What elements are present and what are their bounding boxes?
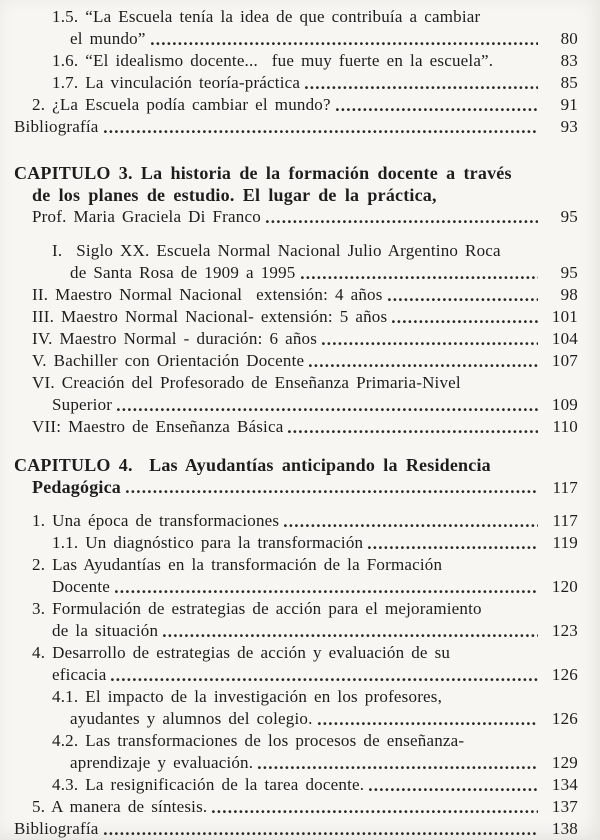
page-number: 104 [551,329,578,348]
entry-text: III. Maestro Normal Nacional- extensión: 5 años [32,307,388,326]
toc [14,6,578,840]
page-number: 110 [552,417,578,436]
entry-text: 2. Las Ayudantías en la transformación de la Formación [32,555,443,574]
toc-entry [14,116,578,138]
entry-text: 1.6. “El idealismo docente... fue muy fuerte en la escuela”. [52,51,494,70]
page-number: 95 [560,263,578,282]
dot-leader [117,408,538,412]
page-number: 117 [552,511,578,530]
toc-entry [52,686,578,708]
toc-entry [32,306,578,328]
toc-entry [14,454,578,476]
entry-text: 1.7. La vinculación teoría-práctica [52,73,301,92]
entry-text: II. Maestro Normal Nacional extensión: 4 años [32,285,383,304]
toc-entry [32,510,578,532]
dot-leader [151,42,538,46]
toc-entry [70,752,578,774]
toc-entry [32,206,578,228]
dot-leader [336,108,538,112]
toc-entry [52,730,578,752]
page-number: 91 [560,95,578,114]
toc-entry [32,416,578,438]
toc-entry [14,818,578,840]
page-number: 83 [560,51,578,70]
dot-leader [111,678,538,682]
dot-leader [104,832,538,836]
page-number: 129 [551,753,578,772]
chapter-heading-text: CAPITULO 4. Las Ayudantías anticipando la Residencia [14,455,491,475]
page-number: 109 [551,395,578,414]
entry-text: de Santa Rosa de 1909 a 1995 [70,263,296,282]
toc-entry [32,554,578,576]
page-number: 107 [551,351,578,370]
dot-leader [258,766,538,770]
entry-text: 4.3. La resignificación de la tarea docente. [52,775,365,794]
dot-leader [318,722,538,726]
toc-entry [32,94,578,116]
toc-entry [32,350,578,372]
chapter-heading-text: CAPITULO 3. La historia de la formación docente a través [14,163,512,183]
toc-entry [52,576,578,598]
dot-leader [388,298,538,302]
section-chapter4-heading [14,454,578,498]
entry-text: VII: Maestro de Enseñanza Básica [32,417,284,436]
toc-entry [14,162,578,184]
toc-entry [70,28,578,50]
entry-text: IV. Maestro Normal - duración: 6 años [32,329,318,348]
dot-leader [104,130,538,134]
toc-entry [52,50,578,72]
dot-leader [115,590,538,594]
page-number: 80 [560,29,578,48]
page-number: 119 [552,533,578,552]
entry-text: ayudantes y alumnos del colegio. [70,709,313,728]
toc-entry [32,476,578,498]
toc-entry [52,664,578,686]
page-number: 93 [560,117,578,136]
entry-text: V. Bachiller con Orientación Docente [32,351,305,370]
toc-entry [52,532,578,554]
section-chapter4-list [14,510,578,840]
toc-entry [32,184,578,206]
dot-leader [309,364,538,368]
dot-leader [301,276,538,280]
page-number: 117 [552,478,578,497]
entry-text: Superior [52,395,113,414]
page-number: 98 [560,285,578,304]
page-number: 126 [551,709,578,728]
toc-entry [32,328,578,350]
entry-text: 2. ¿La Escuela podía cambiar el mundo? [32,95,331,114]
page-number: 85 [560,73,578,92]
page-number: 137 [551,797,578,816]
dot-leader [163,634,538,638]
leader-gap [498,64,538,68]
entry-text: 1. Una época de transformaciones [32,511,280,530]
toc-entry [52,72,578,94]
toc-entry [32,642,578,664]
dot-leader [284,524,538,528]
dot-leader [368,546,538,550]
entry-text: 4. Desarrollo de estrategias de acción y evaluación de su [32,643,451,662]
page-number: 138 [551,819,578,838]
toc-entry [52,620,578,642]
toc-entry [32,284,578,306]
toc-entry [32,372,578,394]
page-number: 123 [551,621,578,640]
toc-entry [70,262,578,284]
page-number: 120 [551,577,578,596]
entry-text: 1.5. “La Escuela tenía la idea de que contribuía a cambiar [52,7,481,26]
entry-text: el mundo” [70,29,146,48]
dot-leader [369,788,538,792]
entry-text: 1.1. Un diagnóstico para la transformación [52,533,364,552]
section-chapter3-list [14,240,578,438]
chapter-heading-text: Pedagógica [32,477,121,497]
toc-entry [32,796,578,818]
toc-entry [52,394,578,416]
entry-text: 4.2. Las transformaciones de los procesos de enseñanza- [52,731,465,750]
entry-text: aprendizaje y evaluación. [70,753,254,772]
toc-entry [52,6,578,28]
entry-text: VI. Creación del Profesorado de Enseñanza Primaria-Nivel [32,373,461,392]
entry-text: Prof. Maria Graciela Di Franco [32,207,261,226]
page-number: 134 [551,775,578,794]
toc-entry [70,708,578,730]
dot-leader [266,220,538,224]
section-chapter2-end [14,6,578,138]
dot-leader [322,342,538,346]
entry-text: 4.1. El impacto de la investigación en los profesores, [52,687,443,706]
page-number: 101 [551,307,578,326]
dot-leader [126,490,538,494]
dot-leader [212,810,538,814]
toc-entry [52,240,578,262]
entry-text: Docente [52,577,111,596]
toc-entry [52,774,578,796]
section-chapter3-heading [14,162,578,228]
page-number: 95 [560,207,578,226]
dot-leader [305,86,538,90]
entry-text: eficacia [52,665,107,684]
entry-text: 5. A manera de síntesis. [32,797,208,816]
entry-text: Bibliografía [14,117,99,136]
entry-text: Bibliografía [14,819,99,838]
page-number: 126 [551,665,578,684]
chapter-heading-text: de los planes de estudio. El lugar de la práctica, [32,185,437,205]
dot-leader [288,430,538,434]
entry-text: 3. Formulación de estrategias de acción para el mejoramiento [32,599,482,618]
entry-text: de la situación [52,621,159,640]
entry-text: I. Siglo XX. Escuela Normal Nacional Julio Argentino Roca [52,241,501,260]
dot-leader [392,320,538,324]
toc-entry [32,598,578,620]
